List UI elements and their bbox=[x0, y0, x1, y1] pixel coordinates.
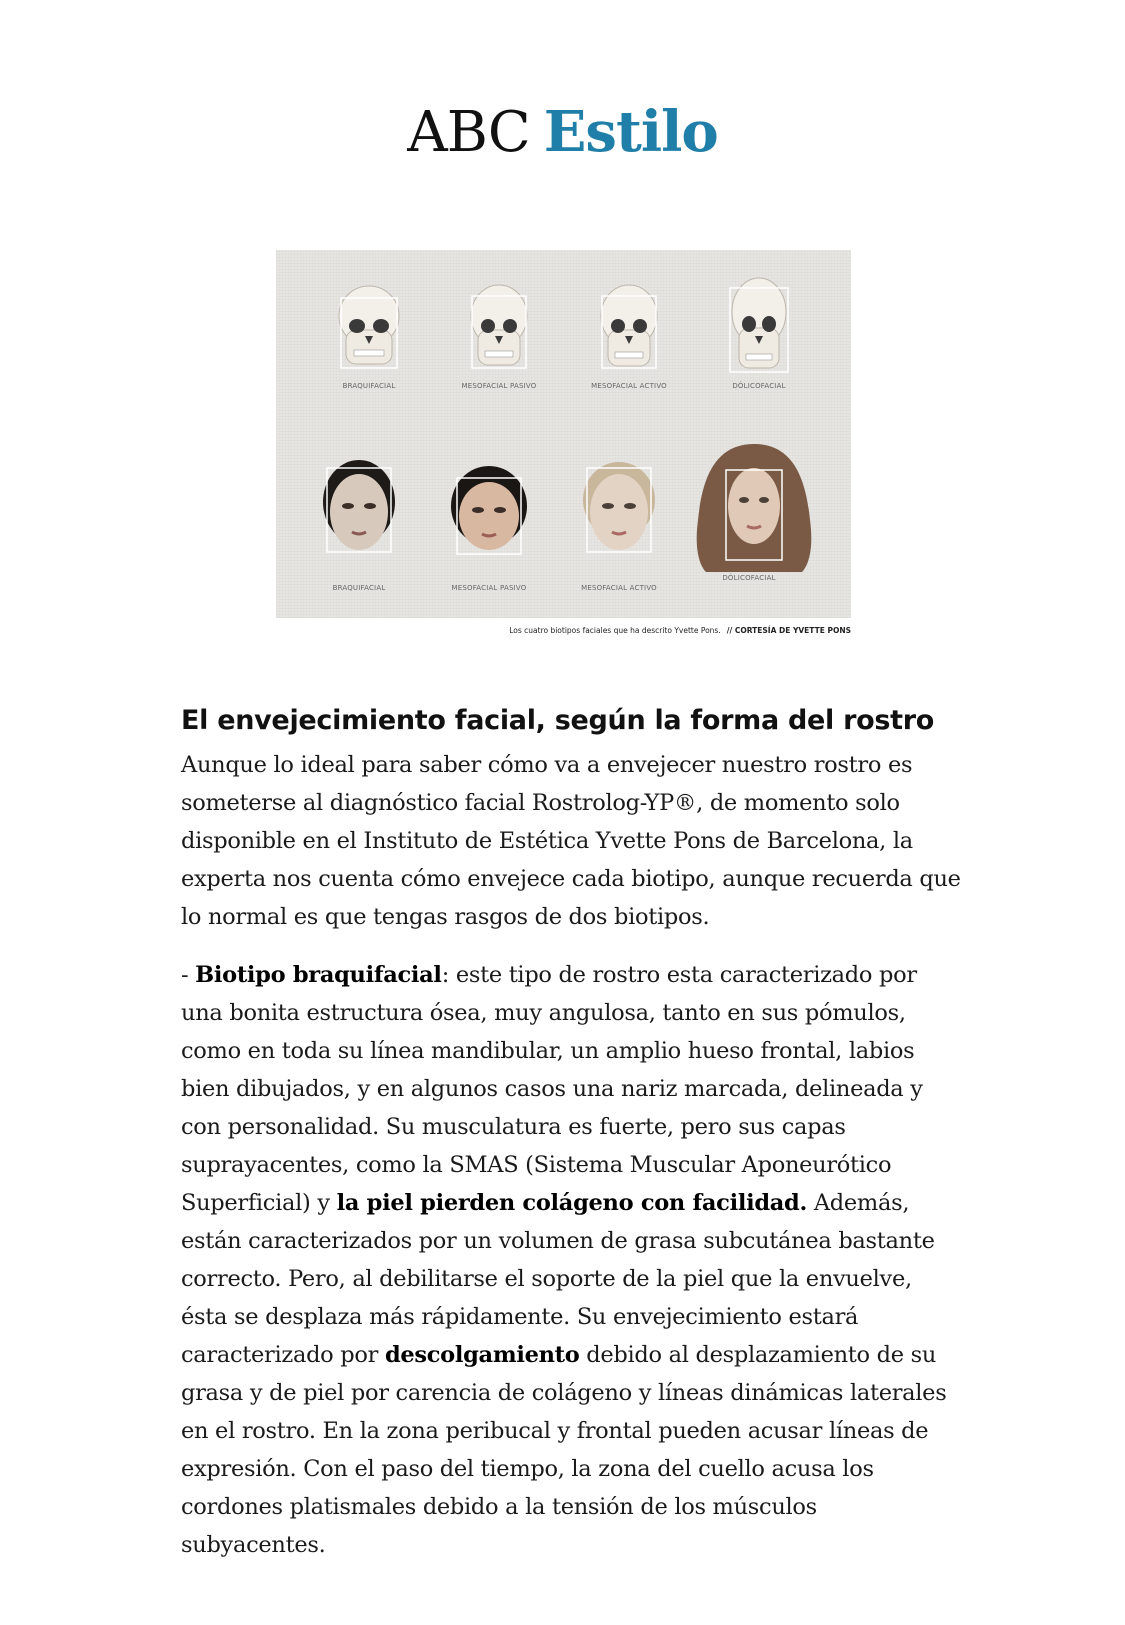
face-label: DÓLICOFACIAL bbox=[722, 574, 776, 582]
article-body bbox=[181, 702, 961, 1584]
face-braquifacial bbox=[294, 450, 424, 592]
masthead-logo[interactable] bbox=[0, 99, 1125, 165]
intro-paragraph: Aunque lo ideal para saber cómo va a envejecer nuestro rostro es someterse al diagnóstico facial Rostrolog-YP®, de momento solo disponible en el Instituto de Estética Yvette Pons de Barcelona, la experta nos cuenta cómo envejece cada biotipo, aunque recuerda que lo normal es que tengas rasgos de dos biotipos. bbox=[181, 751, 961, 930]
face-label: BRAQUIFACIAL bbox=[332, 584, 386, 592]
logo-brand: ABC bbox=[407, 100, 530, 165]
face-photo-icon bbox=[684, 440, 824, 580]
braquifacial-paragraph bbox=[181, 956, 961, 1564]
skull-mesofacial-activo bbox=[564, 278, 694, 390]
bold-collagen: la piel pierden colágeno con facilidad. bbox=[336, 1189, 807, 1216]
face-mesofacial-pasivo bbox=[424, 450, 554, 592]
face-dolicofacial bbox=[684, 440, 814, 582]
logo-section: Estilo bbox=[543, 99, 718, 165]
skull-icon bbox=[564, 278, 694, 378]
caption-text: Los cuatro biotipos faciales que ha descrito Yvette Pons. bbox=[509, 626, 721, 635]
skull-label: BRAQUIFACIAL bbox=[342, 382, 396, 390]
term-braquifacial: Biotipo braquifacial bbox=[195, 961, 442, 988]
section-heading: El envejecimiento facial, según la forma del rostro bbox=[181, 705, 935, 736]
caption-credit: // CORTESÍA DE YVETTE PONS bbox=[726, 626, 851, 635]
skull-braquifacial bbox=[304, 278, 434, 390]
skull-label: MESOFACIAL PASIVO bbox=[461, 382, 537, 390]
face-photo-icon bbox=[554, 450, 684, 580]
figure-caption bbox=[509, 626, 851, 635]
skull-mesofacial-pasivo bbox=[434, 278, 564, 390]
biotypes-figure bbox=[276, 250, 851, 618]
text-part-1: : este tipo de rostro esta caracterizado por una bonita estructura ósea, muy angulosa, tanto en sus pómulos, como en toda su línea mandibular, un amplio hueso frontal, labios bien dibujados, y en algunos casos una nariz marcada, delineada y con personalidad. Su musculatura es fuerte, pero sus capas suprayacentes, como la SMAS (Sistema Muscular Aponeurótico Superficial) y bbox=[181, 961, 923, 1216]
face-label: MESOFACIAL ACTIVO bbox=[581, 584, 657, 592]
text-part-3: debido al desplazamiento de su grasa y de piel por carencia de colágeno y líneas dinámicas laterales en el rostro. En la zona peribucal y frontal pueden acusar líneas de expresión. Con el paso del tiempo, la zona del cuello acusa los cordones platismales debido a la tensión de los músculos subyacentes. bbox=[181, 1341, 947, 1558]
face-photo-icon bbox=[294, 450, 424, 580]
face-label: MESOFACIAL PASIVO bbox=[451, 584, 527, 592]
bold-descolgamiento: descolgamiento bbox=[384, 1341, 580, 1368]
skull-label: DÓLICOFACIAL bbox=[732, 382, 786, 390]
dash: - bbox=[181, 961, 196, 988]
face-mesofacial-activo bbox=[554, 450, 684, 592]
face-photo-icon bbox=[424, 450, 554, 580]
skull-icon bbox=[434, 278, 564, 378]
skull-icon bbox=[694, 274, 824, 378]
skull-icon bbox=[304, 278, 434, 378]
skull-label: MESOFACIAL ACTIVO bbox=[591, 382, 667, 390]
skull-dolicofacial bbox=[694, 274, 824, 390]
text-part-2: Además, están caracterizados por un volumen de grasa subcutánea bastante correcto. Pero, al debilitarse el soporte de la piel que la envuelve, ésta se desplaza más rápidamente. Su envejecimiento estará caracterizado por bbox=[181, 1189, 935, 1368]
